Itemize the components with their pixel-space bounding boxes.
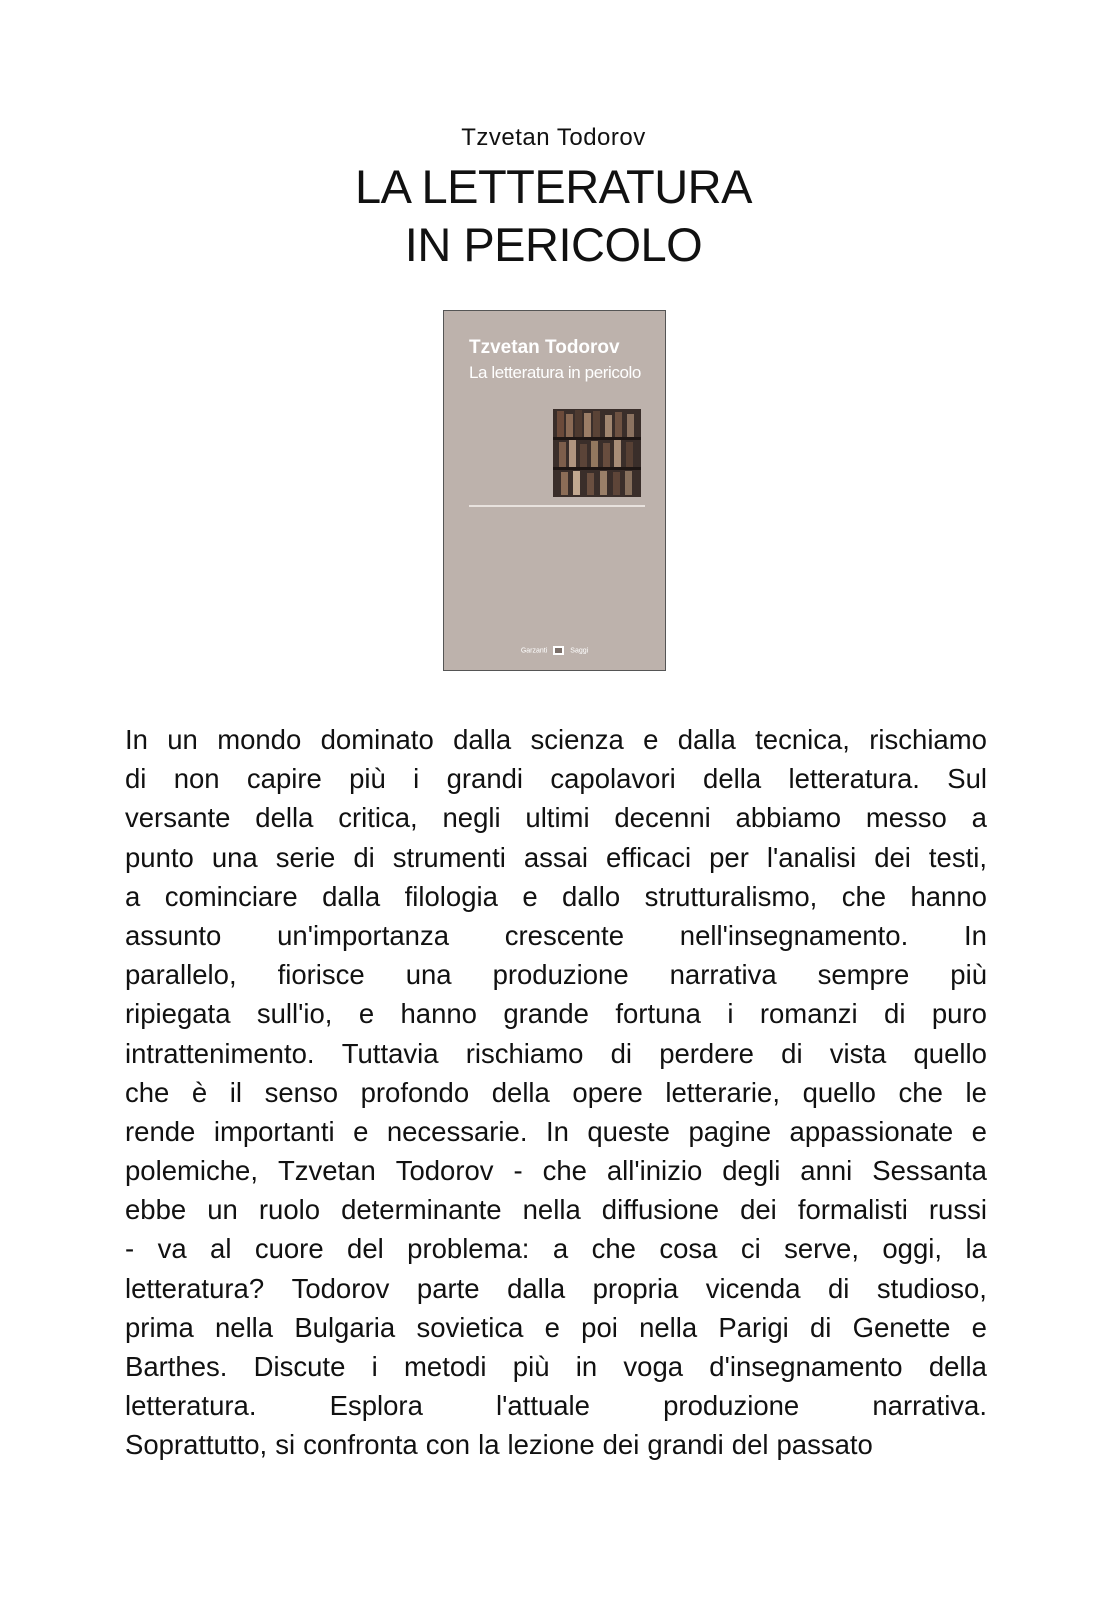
word: di bbox=[809, 1311, 832, 1343]
word: ruolo bbox=[258, 1194, 321, 1226]
word: parte bbox=[416, 1272, 480, 1304]
text-line bbox=[125, 720, 987, 759]
word: i bbox=[371, 1351, 378, 1382]
word: dalla bbox=[677, 724, 736, 755]
word: Genette bbox=[852, 1311, 951, 1343]
word: russi bbox=[928, 1194, 987, 1226]
word: a bbox=[971, 802, 987, 834]
word: e bbox=[643, 724, 659, 755]
word: Sul bbox=[947, 763, 987, 795]
word: letteratura. bbox=[788, 763, 920, 795]
word: vicenda bbox=[705, 1272, 801, 1304]
word: profondo bbox=[360, 1076, 470, 1108]
word: perdere bbox=[659, 1037, 754, 1069]
word: negli bbox=[442, 802, 501, 834]
word: senso bbox=[264, 1076, 338, 1108]
word: della bbox=[255, 802, 314, 834]
word: Tzvetan bbox=[277, 1155, 376, 1187]
word: i bbox=[413, 763, 420, 795]
text-line bbox=[125, 1112, 987, 1151]
word: che bbox=[841, 880, 887, 912]
word: cuore bbox=[254, 1233, 324, 1265]
word: lezione bbox=[507, 1429, 595, 1461]
word: punto bbox=[125, 841, 194, 873]
word: fiorisce bbox=[277, 959, 365, 991]
word: che bbox=[898, 1076, 943, 1108]
word: dei bbox=[740, 1194, 777, 1226]
word: una bbox=[405, 959, 452, 991]
word: del bbox=[731, 1429, 769, 1461]
word: letterarie, bbox=[665, 1076, 780, 1108]
word: dominato bbox=[320, 724, 434, 755]
word: Todorov bbox=[395, 1155, 494, 1187]
word: più bbox=[950, 959, 987, 991]
word: nella bbox=[522, 1194, 581, 1226]
word: abbiamo bbox=[735, 802, 842, 834]
text-line bbox=[125, 838, 987, 877]
word: ebbe bbox=[125, 1194, 187, 1226]
word: messo bbox=[865, 802, 947, 834]
word: assunto bbox=[125, 919, 222, 951]
word: polemiche, bbox=[125, 1155, 258, 1187]
word: Parigi bbox=[718, 1311, 789, 1343]
word: quello bbox=[802, 1076, 876, 1108]
word: necessarie. bbox=[386, 1115, 528, 1147]
word: crescente bbox=[504, 919, 624, 951]
word: Barthes. bbox=[125, 1351, 228, 1382]
word: narrativa. bbox=[872, 1390, 987, 1422]
word: il bbox=[229, 1076, 243, 1108]
word: pagine bbox=[688, 1115, 772, 1147]
word: in bbox=[575, 1351, 598, 1382]
word: serie bbox=[275, 841, 336, 873]
bookshelf-photo bbox=[553, 409, 641, 497]
word: della bbox=[928, 1351, 987, 1382]
word: dalla bbox=[453, 724, 512, 755]
word: la bbox=[965, 1233, 987, 1265]
word: testi, bbox=[928, 841, 987, 873]
word: si bbox=[275, 1429, 296, 1461]
text-line bbox=[125, 1190, 987, 1229]
word: Discute bbox=[253, 1351, 346, 1382]
word: l'attuale bbox=[496, 1390, 590, 1422]
word: determinante bbox=[341, 1194, 502, 1226]
word: dei bbox=[874, 841, 911, 873]
word: nella bbox=[639, 1311, 698, 1343]
description-text bbox=[125, 720, 987, 1465]
word: della bbox=[703, 763, 762, 795]
word: hanno bbox=[910, 880, 987, 912]
word: e bbox=[971, 1115, 987, 1147]
word: problema: bbox=[407, 1233, 530, 1265]
text-line bbox=[125, 1347, 987, 1386]
word: nella bbox=[214, 1311, 274, 1343]
word: letteratura. bbox=[125, 1390, 257, 1422]
word: che bbox=[542, 1155, 587, 1187]
word: capire bbox=[246, 763, 322, 795]
word: dalla bbox=[322, 880, 381, 912]
word: diffusione bbox=[601, 1194, 720, 1226]
word: del bbox=[347, 1233, 384, 1265]
word: al bbox=[210, 1233, 232, 1265]
word: e bbox=[522, 880, 538, 912]
book-cover-image bbox=[443, 310, 666, 671]
publisher-left: Garzanti bbox=[520, 647, 548, 655]
word: Esplora bbox=[329, 1390, 423, 1422]
author-name: Tzvetan Todorov bbox=[461, 124, 646, 151]
text-line bbox=[125, 1269, 987, 1308]
word: Tuttavia bbox=[341, 1037, 439, 1069]
text-line bbox=[125, 1425, 987, 1464]
word: rende bbox=[125, 1115, 196, 1147]
word: intrattenimento. bbox=[125, 1037, 315, 1069]
cover-publisher bbox=[444, 646, 665, 655]
word: di bbox=[827, 1272, 850, 1304]
word: una bbox=[211, 841, 258, 873]
word: ultimi bbox=[525, 802, 590, 834]
publisher-logo-icon bbox=[553, 646, 564, 655]
word: importanti bbox=[213, 1115, 335, 1147]
text-line bbox=[125, 1386, 987, 1425]
word: serve, bbox=[784, 1233, 859, 1265]
word: prima bbox=[125, 1311, 194, 1343]
word: critica, bbox=[338, 802, 418, 834]
text-line bbox=[125, 1034, 987, 1073]
cover-title: La letteratura in pericolo bbox=[469, 363, 641, 382]
word: versante bbox=[125, 802, 231, 834]
title-line-2: IN PERICOLO bbox=[404, 218, 703, 271]
word: all'inizio bbox=[606, 1155, 703, 1187]
word: sovietica bbox=[416, 1311, 524, 1343]
word: narrativa bbox=[669, 959, 777, 991]
word: assai bbox=[523, 841, 589, 873]
word: e bbox=[544, 1311, 560, 1343]
text-line bbox=[125, 1151, 987, 1190]
word: ci bbox=[740, 1233, 761, 1265]
word: letteratura? bbox=[125, 1272, 265, 1304]
word: metodi bbox=[404, 1351, 487, 1382]
word: più bbox=[512, 1351, 550, 1382]
word: e bbox=[353, 1115, 369, 1147]
word: formalisti bbox=[797, 1194, 908, 1226]
word: hanno bbox=[400, 998, 477, 1030]
word: capolavori bbox=[550, 763, 676, 795]
word: appassionate bbox=[789, 1115, 954, 1147]
text-line bbox=[125, 759, 987, 798]
word: l'analisi bbox=[766, 841, 857, 873]
word: cominciare bbox=[164, 880, 298, 912]
word: degli bbox=[722, 1155, 781, 1187]
word: della bbox=[491, 1076, 550, 1108]
word: Sessanta bbox=[872, 1155, 987, 1187]
word: di bbox=[610, 1037, 632, 1069]
word: studioso, bbox=[876, 1272, 987, 1304]
text-line bbox=[125, 1308, 987, 1347]
word: è bbox=[191, 1076, 208, 1108]
word: - bbox=[125, 1233, 135, 1265]
cover-author: Tzvetan Todorov bbox=[469, 337, 620, 358]
word: rischiamo bbox=[869, 724, 987, 755]
word: puro bbox=[931, 998, 987, 1030]
word: In bbox=[964, 919, 987, 951]
text-line bbox=[125, 1073, 987, 1112]
word: un bbox=[207, 1194, 238, 1226]
word: la bbox=[478, 1429, 500, 1461]
word: i bbox=[727, 998, 734, 1030]
word: più bbox=[349, 763, 386, 795]
word: romanzi bbox=[759, 998, 858, 1030]
word: Todorov bbox=[291, 1272, 390, 1304]
word: In bbox=[545, 1115, 569, 1147]
word: anni bbox=[800, 1155, 853, 1187]
text-line bbox=[125, 916, 987, 955]
word: non bbox=[173, 763, 220, 795]
word: cosa bbox=[659, 1233, 718, 1265]
word: un bbox=[167, 724, 198, 755]
word: fortuna bbox=[615, 998, 701, 1030]
text-line bbox=[125, 1229, 987, 1268]
word: In bbox=[125, 724, 148, 755]
cover-rule bbox=[469, 505, 645, 507]
word: nell'insegnamento. bbox=[679, 919, 909, 951]
word: di bbox=[781, 1037, 803, 1069]
word: che bbox=[125, 1076, 170, 1108]
word: per bbox=[709, 841, 749, 873]
word: filologia bbox=[404, 880, 498, 912]
word: - bbox=[513, 1155, 523, 1187]
word: Bulgaria bbox=[294, 1311, 396, 1343]
text-line bbox=[125, 798, 987, 837]
word: va bbox=[157, 1233, 187, 1265]
word: strutturalismo, bbox=[644, 880, 818, 912]
word: scienza bbox=[530, 724, 624, 755]
word: oggi, bbox=[882, 1233, 943, 1265]
word: grande bbox=[503, 998, 589, 1030]
word: decenni bbox=[614, 802, 711, 834]
word: grandi bbox=[446, 763, 524, 795]
word: dei bbox=[602, 1429, 640, 1461]
word: d'insegnamento bbox=[709, 1351, 903, 1382]
word: rischiamo bbox=[465, 1037, 584, 1069]
word: e bbox=[358, 998, 375, 1030]
word: mondo bbox=[217, 724, 302, 755]
word: propria bbox=[592, 1272, 679, 1304]
word: tecnica, bbox=[755, 724, 850, 755]
word: di bbox=[125, 763, 147, 795]
word: Soprattutto, bbox=[125, 1429, 268, 1461]
word: vista bbox=[829, 1037, 887, 1069]
word: e bbox=[971, 1311, 987, 1343]
publisher-right: Saggi bbox=[570, 647, 589, 655]
word: dallo bbox=[562, 880, 621, 912]
word: efficaci bbox=[606, 841, 692, 873]
word: opere bbox=[572, 1076, 643, 1108]
title-line-1: LA LETTERATURA bbox=[355, 160, 752, 213]
text-line bbox=[125, 994, 987, 1033]
text-line bbox=[125, 955, 987, 994]
word: passato bbox=[776, 1429, 873, 1461]
word: queste bbox=[587, 1115, 670, 1147]
book-title bbox=[0, 158, 1107, 274]
word: di bbox=[353, 841, 375, 873]
word: parallelo, bbox=[125, 959, 237, 991]
word: quello bbox=[913, 1037, 987, 1069]
word: voga bbox=[623, 1351, 684, 1382]
word: sempre bbox=[817, 959, 910, 991]
word: sull'io, bbox=[256, 998, 333, 1030]
word: un'importanza bbox=[277, 919, 449, 951]
word: con bbox=[425, 1429, 471, 1461]
word: ripiegata bbox=[125, 998, 231, 1030]
word: di bbox=[884, 998, 906, 1030]
word: strumenti bbox=[392, 841, 506, 873]
text-line bbox=[125, 877, 987, 916]
word: grandi bbox=[647, 1429, 724, 1461]
word: dalla bbox=[507, 1272, 566, 1304]
word: a bbox=[125, 880, 141, 912]
word: produzione bbox=[663, 1390, 800, 1422]
word: confronta bbox=[303, 1429, 418, 1461]
word: poi bbox=[581, 1311, 618, 1343]
word: che bbox=[591, 1233, 636, 1265]
word: produzione bbox=[492, 959, 629, 991]
word: a bbox=[552, 1233, 569, 1265]
word: le bbox=[965, 1076, 987, 1108]
